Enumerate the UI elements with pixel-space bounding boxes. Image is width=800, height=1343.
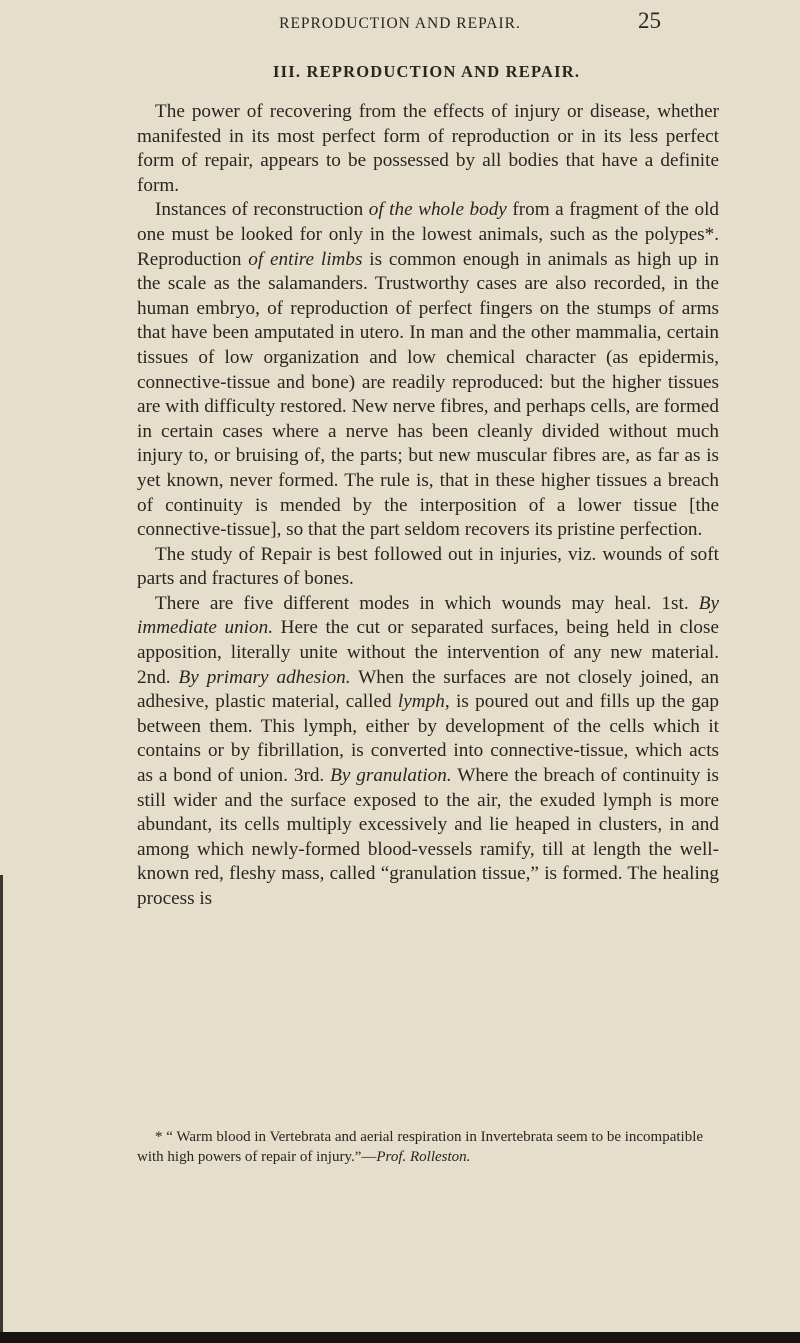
paragraph — [137, 198, 719, 542]
italic-phrase: By primary adhesion. — [178, 666, 351, 688]
paragraph-text: Instances of reconstruction — [155, 199, 369, 221]
paragraph — [137, 592, 719, 912]
italic-phrase: lymph — [397, 691, 445, 713]
chapter-title: III. REPRODUCTION AND REPAIR. — [273, 62, 581, 81]
paragraph — [137, 100, 719, 198]
paragraph-text: The study of Repair is best followed out in injuries, viz. wounds of soft parts and fractures of bones. — [137, 543, 719, 590]
page-edge-line — [0, 875, 3, 1335]
paragraph-text: is common enough in animals as high up in the scale as the salamanders. Trustworthy cases are also recorded, in the human embryo, of reproduction of perfect fingers on the stumps of arms that have been amputated in utero. In man and the other mammalia, certain tissues of low organization and low chemical character (as epidermis, connective-tissue and bone) are readily reproduced: but the higher tissues are with difficulty restored. New nerve fibres, and perhaps cells, are formed in certain cases where a nerve has been cleanly divided without much injury to, or bruising of, the parts; but new muscular fibres are, as far as is yet known, never formed. The rule is, that in these higher tissues a breach of continuity is mended by the interposition of a lower tissue [the connective-tissue], so that the part seldom recovers its pristine perfection. — [137, 248, 719, 541]
paragraph-text: There are five different modes in which wounds may heal. 1st. — [155, 592, 699, 614]
paragraph-text: from a fragment of the old one must be looked for only in the lowest animals, such as the polypes*. Reproduction — [137, 199, 719, 270]
italic-phrase: By granulation. — [330, 765, 452, 787]
scan-border — [0, 1332, 800, 1343]
paragraph — [137, 543, 719, 592]
italic-phrase: of the whole body — [368, 199, 507, 221]
footnote-attribution: Prof. Rolleston. — [376, 1149, 471, 1165]
italic-phrase: of entire limbs — [248, 248, 363, 270]
paragraph-text: When the surfaces are not closely joined, an adhesive, plastic material, called — [137, 666, 720, 713]
footnote-text: * “ Warm blood in Vertebrata and aerial respiration in Invertebrata seem to be incompatible with high powers of repair of injury.”— — [137, 1129, 704, 1165]
paragraph-text: , is poured out and fills up the gap between them. This lymph, either by development of the cells which it contains or by fibrillation, is converted into connective-tissue, which acts as a bond of union. 3rd. — [137, 691, 720, 787]
footnote-paragraph — [137, 1127, 719, 1167]
paragraph-text: Where the breach of continuity is still wider and the surface exposed to the air, the exuded lymph is more abundant, its cells multiply excessively and lie heaped in clusters, in and among which newly-formed blood-vessels ramify, till at length the well-known red, fleshy mass, called “granulation tissue,” is formed. The healing process is — [137, 765, 719, 909]
page-number: 25 — [638, 8, 661, 33]
body-text — [137, 100, 719, 912]
paragraph-text: Here the cut or separated surfaces, being held in close apposition, literally unite without the intervention of any new material. 2nd. — [137, 617, 720, 688]
paragraph-text: The power of recovering from the effects of injury or disease, whether manifested in its most perfect form of reproduction or in its less perfect form of repair, appears to be possessed by all bodies that have a definite form. — [137, 101, 719, 196]
running-head: REPRODUCTION AND REPAIR. — [279, 15, 521, 32]
footnote — [137, 1127, 719, 1167]
italic-phrase: By immediate union. — [137, 592, 719, 639]
